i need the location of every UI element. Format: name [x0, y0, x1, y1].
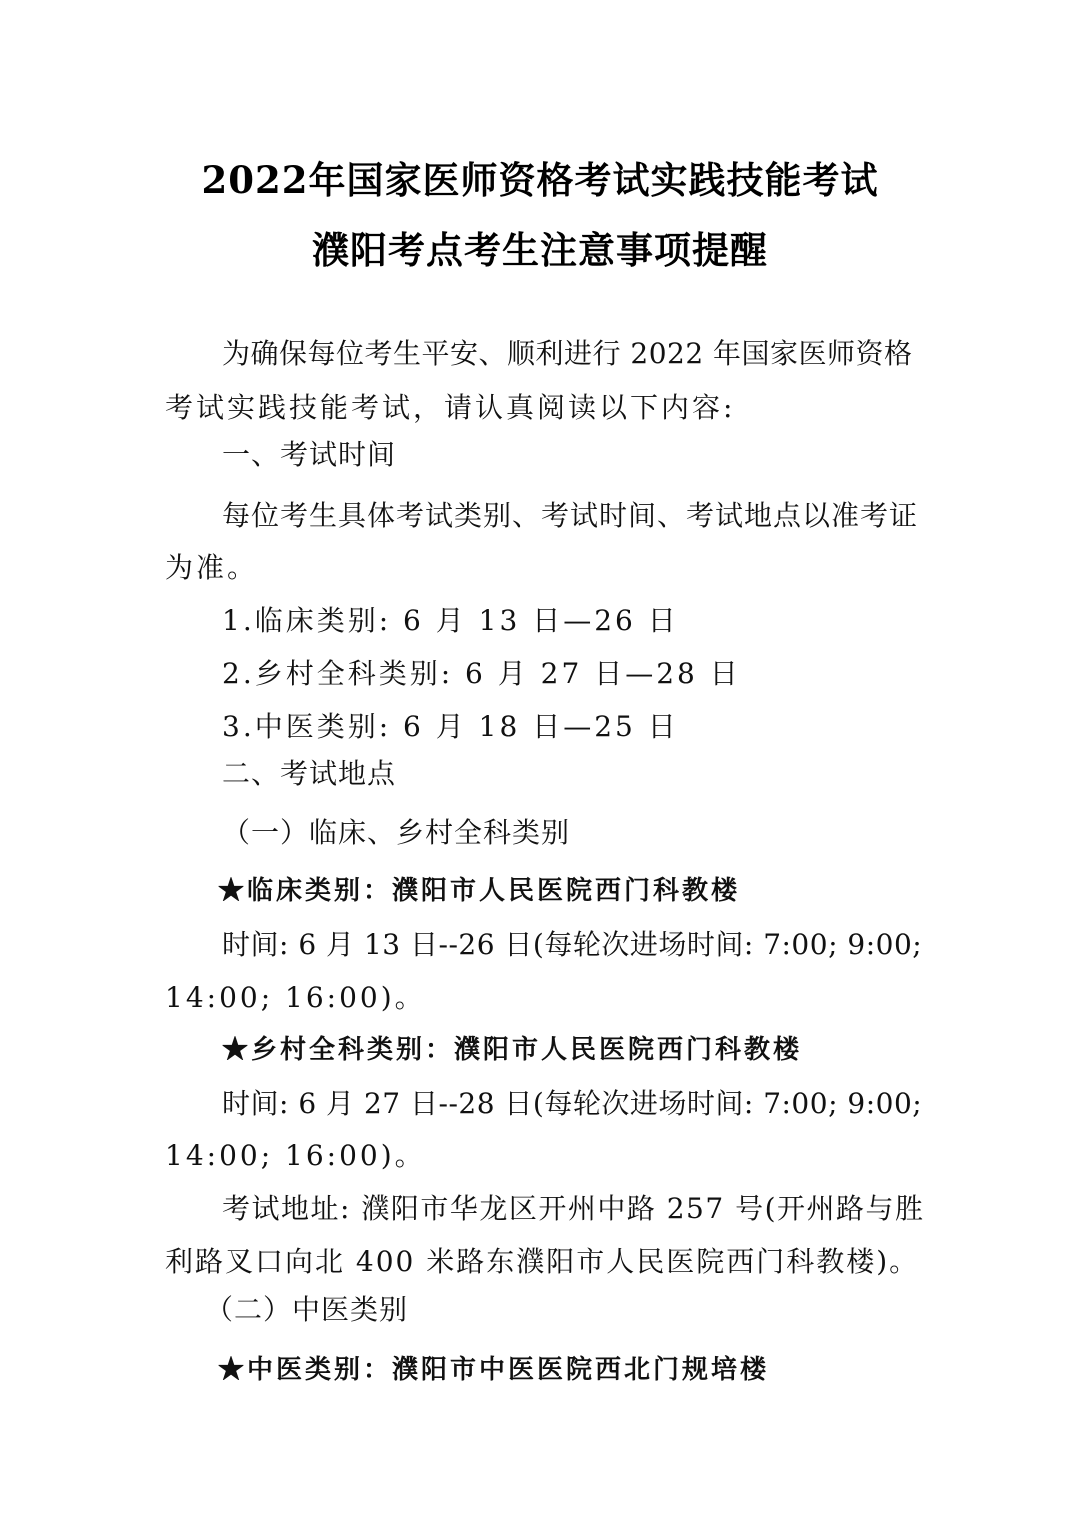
- clinical-time-line-1: 时间: 6 月 13 日--26 日(每轮次进场时间: 7:00; 9:00;: [222, 928, 923, 961]
- exam-date-item: 2.乡村全科类别: 6 月 27 日—28 日: [222, 657, 741, 690]
- tcm-location-label: ★中医类别：濮阳市中医医院西北门规培楼: [218, 1355, 770, 1385]
- rural-location-label: ★乡村全科类别：濮阳市人民医院西门科教楼: [222, 1035, 803, 1065]
- subsection-heading-clinical-rural: （一）临床、乡村全科类别: [222, 816, 571, 849]
- document-title-line-2: 濮阳考点考生注意事项提醒: [312, 228, 768, 272]
- exam-time-note-line-2: 为准。: [165, 551, 259, 584]
- exam-date-item: 3.中医类别: 6 月 18 日—25 日: [222, 710, 679, 743]
- rural-time-line-2: 14:00; 16:00)。: [165, 1139, 426, 1172]
- rural-time-line-1: 时间: 6 月 27 日--28 日(每轮次进场时间: 7:00; 9:00;: [222, 1087, 923, 1120]
- exam-address-line-1: 考试地址: 濮阳市华龙区开州中路 257 号(开州路与胜: [222, 1192, 925, 1225]
- section-heading-exam-location: 二、考试地点: [222, 757, 397, 790]
- subsection-heading-tcm: （二）中医类别: [205, 1293, 409, 1326]
- intro-paragraph-line-2: 考试实践技能考试，请认真阅读以下内容:: [165, 391, 736, 424]
- clinical-location-label: ★临床类别：濮阳市人民医院西门科教楼: [218, 876, 741, 906]
- section-heading-exam-time: 一、考试时间: [222, 438, 397, 471]
- exam-time-note-line-1: 每位考生具体考试类别、考试时间、考试地点以准考证: [222, 499, 919, 532]
- intro-paragraph-line-1: 为确保每位考生平安、顺利进行 2022 年国家医师资格: [222, 337, 913, 370]
- exam-address-line-2: 利路叉口向北 400 米路东濮阳市人民医院西门科教楼)。: [165, 1245, 920, 1278]
- exam-date-item: 1.临床类别: 6 月 13 日—26 日: [222, 604, 679, 637]
- document-title-line-1: 2022年国家医师资格考试实践技能考试: [201, 158, 879, 202]
- clinical-time-line-2: 14:00; 16:00)。: [165, 981, 426, 1014]
